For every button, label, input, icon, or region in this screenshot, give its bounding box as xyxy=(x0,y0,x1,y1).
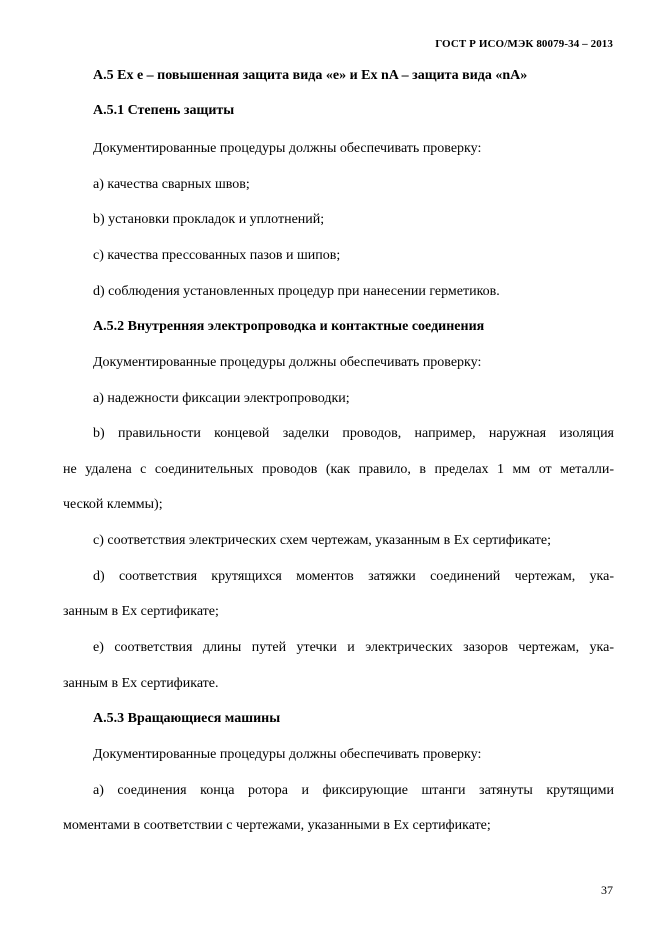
document-header: ГОСТ Р ИСО/МЭК 80079-34 – 2013 xyxy=(435,38,613,50)
list-item-continuation: ческой клеммы); xyxy=(63,497,163,512)
page-number: 37 xyxy=(601,883,613,897)
list-item: b) правильности концевой заделки проводов, например, наружная изоляция xyxy=(93,426,614,441)
list-item-continuation: моментами в соответствии с чертежами, указанными в Ex сертификате; xyxy=(63,818,491,833)
list-item: a) надежности фиксации электропроводки; xyxy=(93,391,350,406)
list-item-continuation: занным в Ex сертификате; xyxy=(63,604,219,619)
list-item: a) качества сварных швов; xyxy=(93,177,250,192)
list-item-continuation: не удалена с соединительных проводов (как правило, в пределах 1 мм от металли- xyxy=(63,462,614,477)
section-a5-heading: А.5 Ex e – повышенная защита вида «e» и Ex nA – защита вида «nA» xyxy=(93,68,528,83)
section-a53-heading: А.5.3 Вращающиеся машины xyxy=(93,711,281,726)
list-item: c) соответствия электрических схем чертежам, указанным в Ex сертификате; xyxy=(93,533,552,548)
list-item: e) соответствия длины путей утечки и электрических зазоров чертежам, ука- xyxy=(93,640,614,655)
list-item: b) установки прокладок и уплотнений; xyxy=(93,212,325,227)
paragraph: Документированные процедуры должны обеспечивать проверку: xyxy=(93,141,482,156)
list-item: a) соединения конца ротора и фиксирующие штанги затянуты крутящими xyxy=(93,783,614,798)
list-item: c) качества прессованных пазов и шипов; xyxy=(93,248,341,263)
paragraph: Документированные процедуры должны обеспечивать проверку: xyxy=(93,747,482,762)
list-item: d) соблюдения установленных процедур при нанесении герметиков. xyxy=(93,284,500,299)
section-a51-heading: А.5.1 Степень защиты xyxy=(93,103,235,118)
list-item-continuation: занным в Ex сертификате. xyxy=(63,676,219,691)
list-item: d) соответствия крутящихся моментов затяжки соединений чертежам, ука- xyxy=(93,569,614,584)
section-a52-heading: А.5.2 Внутренняя электропроводка и контактные соединения xyxy=(93,319,485,334)
paragraph: Документированные процедуры должны обеспечивать проверку: xyxy=(93,355,482,370)
